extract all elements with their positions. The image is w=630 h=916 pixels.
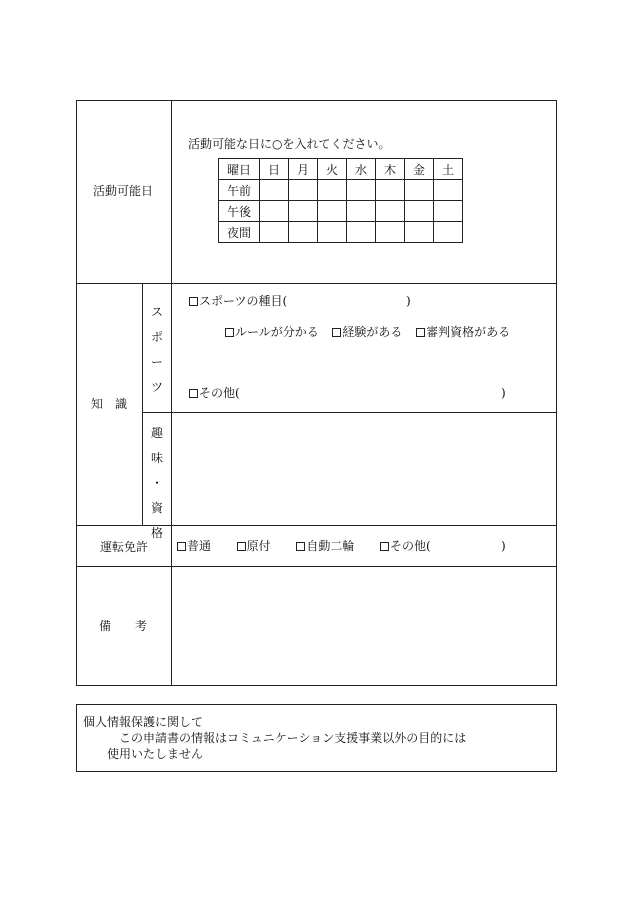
license-other-close: ) xyxy=(501,539,506,553)
remarks-field[interactable] xyxy=(172,567,556,685)
experience-checkbox[interactable] xyxy=(332,328,341,337)
label-knowledge: 知 識 xyxy=(91,397,128,411)
license-options-line xyxy=(177,539,431,553)
privacy-line-1: この申請書の情報はコミュニケーション支援事業以外の目的には xyxy=(119,731,467,745)
divider-knowledge-sublabel xyxy=(142,283,143,525)
slot-night-thu[interactable] xyxy=(376,222,405,243)
referee-label: 審判資格がある xyxy=(426,325,511,339)
slot-night-fri[interactable] xyxy=(405,222,434,243)
sports-other-label: その他( xyxy=(199,386,240,400)
slot-afternoon-sat[interactable] xyxy=(434,201,463,222)
sports-char: ー xyxy=(150,355,163,369)
slot-morning-wed[interactable] xyxy=(347,180,376,201)
sports-type-close: ) xyxy=(406,294,411,308)
sports-other-line xyxy=(189,386,240,400)
label-activity-days: 活動可能日 xyxy=(93,184,154,198)
slot-night-tue[interactable] xyxy=(318,222,347,243)
rules-checkbox[interactable] xyxy=(225,328,234,337)
sports-other-checkbox[interactable] xyxy=(189,389,198,398)
slot-morning-thu[interactable] xyxy=(376,180,405,201)
period-afternoon: 午後 xyxy=(219,201,260,222)
sports-type-checkbox[interactable] xyxy=(189,297,198,306)
license-moped-checkbox[interactable] xyxy=(237,542,246,551)
license-regular-label: 普通 xyxy=(187,539,212,553)
period-morning: 午前 xyxy=(219,180,260,201)
slot-morning-fri[interactable] xyxy=(405,180,434,201)
slot-afternoon-sun[interactable] xyxy=(260,201,289,222)
slot-night-wed[interactable] xyxy=(347,222,376,243)
availability-header-row xyxy=(219,159,463,180)
period-night: 夜間 xyxy=(219,222,260,243)
header-weekday: 曜日 xyxy=(219,159,260,180)
availability-row-morning xyxy=(219,180,463,201)
availability-row-afternoon xyxy=(219,201,463,222)
hobby-char: 趣 xyxy=(150,426,163,440)
hobby-char: 味 xyxy=(150,451,163,465)
sports-char: ツ xyxy=(150,380,163,394)
license-other-label: その他( xyxy=(390,539,431,553)
slot-night-sun[interactable] xyxy=(260,222,289,243)
sports-other-close: ) xyxy=(501,386,506,400)
slot-morning-sat[interactable] xyxy=(434,180,463,201)
label-driving-license: 運転免許 xyxy=(100,540,149,554)
license-regular-checkbox[interactable] xyxy=(177,542,186,551)
privacy-line-2: 使用いたしません xyxy=(107,747,204,761)
rules-label: ルールが分かる xyxy=(235,325,319,339)
license-other-checkbox[interactable] xyxy=(380,542,389,551)
header-mon: 月 xyxy=(289,159,318,180)
slot-morning-mon[interactable] xyxy=(289,180,318,201)
slot-afternoon-thu[interactable] xyxy=(376,201,405,222)
sports-other-field[interactable] xyxy=(243,384,501,400)
slot-afternoon-tue[interactable] xyxy=(318,201,347,222)
hobby-char: ・ xyxy=(150,476,163,490)
sports-sublabel xyxy=(150,300,164,400)
availability-row-night xyxy=(219,222,463,243)
sports-type-field[interactable] xyxy=(290,292,406,308)
sports-options-line xyxy=(225,325,510,339)
header-sat: 土 xyxy=(434,159,463,180)
header-fri: 金 xyxy=(405,159,434,180)
hobby-char: 格 xyxy=(150,526,163,540)
license-motorcycle-checkbox[interactable] xyxy=(296,542,305,551)
slot-night-mon[interactable] xyxy=(289,222,318,243)
license-other-field[interactable] xyxy=(432,537,500,553)
divider-activity-knowledge xyxy=(76,283,557,284)
referee-checkbox[interactable] xyxy=(416,328,425,337)
header-sun: 日 xyxy=(260,159,289,180)
license-motorcycle-label: 自動二輪 xyxy=(306,539,355,553)
header-tue: 火 xyxy=(318,159,347,180)
experience-label: 経験がある xyxy=(342,325,403,339)
header-wed: 水 xyxy=(347,159,376,180)
sports-char: ス xyxy=(150,305,163,319)
slot-morning-tue[interactable] xyxy=(318,180,347,201)
slot-afternoon-wed[interactable] xyxy=(347,201,376,222)
availability-table xyxy=(218,158,463,243)
slot-afternoon-fri[interactable] xyxy=(405,201,434,222)
label-remarks: 備 考 xyxy=(99,619,148,633)
divider-knowledge-license xyxy=(76,525,557,526)
slot-morning-sun[interactable] xyxy=(260,180,289,201)
privacy-heading: 個人情報保護に関して xyxy=(83,715,204,729)
hobby-char: 資 xyxy=(150,501,163,515)
slot-night-sat[interactable] xyxy=(434,222,463,243)
privacy-notice xyxy=(76,704,557,772)
header-thu: 木 xyxy=(376,159,405,180)
activity-instruction: 活動可能な日に○を入れてください。 xyxy=(188,137,391,151)
sports-char: ポ xyxy=(150,330,163,344)
sports-type-line xyxy=(189,294,287,308)
hobby-field[interactable] xyxy=(172,413,556,525)
hobby-sublabel xyxy=(150,421,164,546)
license-moped-label: 原付 xyxy=(246,539,271,553)
slot-afternoon-mon[interactable] xyxy=(289,201,318,222)
sports-type-label: スポーツの種目( xyxy=(199,294,288,308)
